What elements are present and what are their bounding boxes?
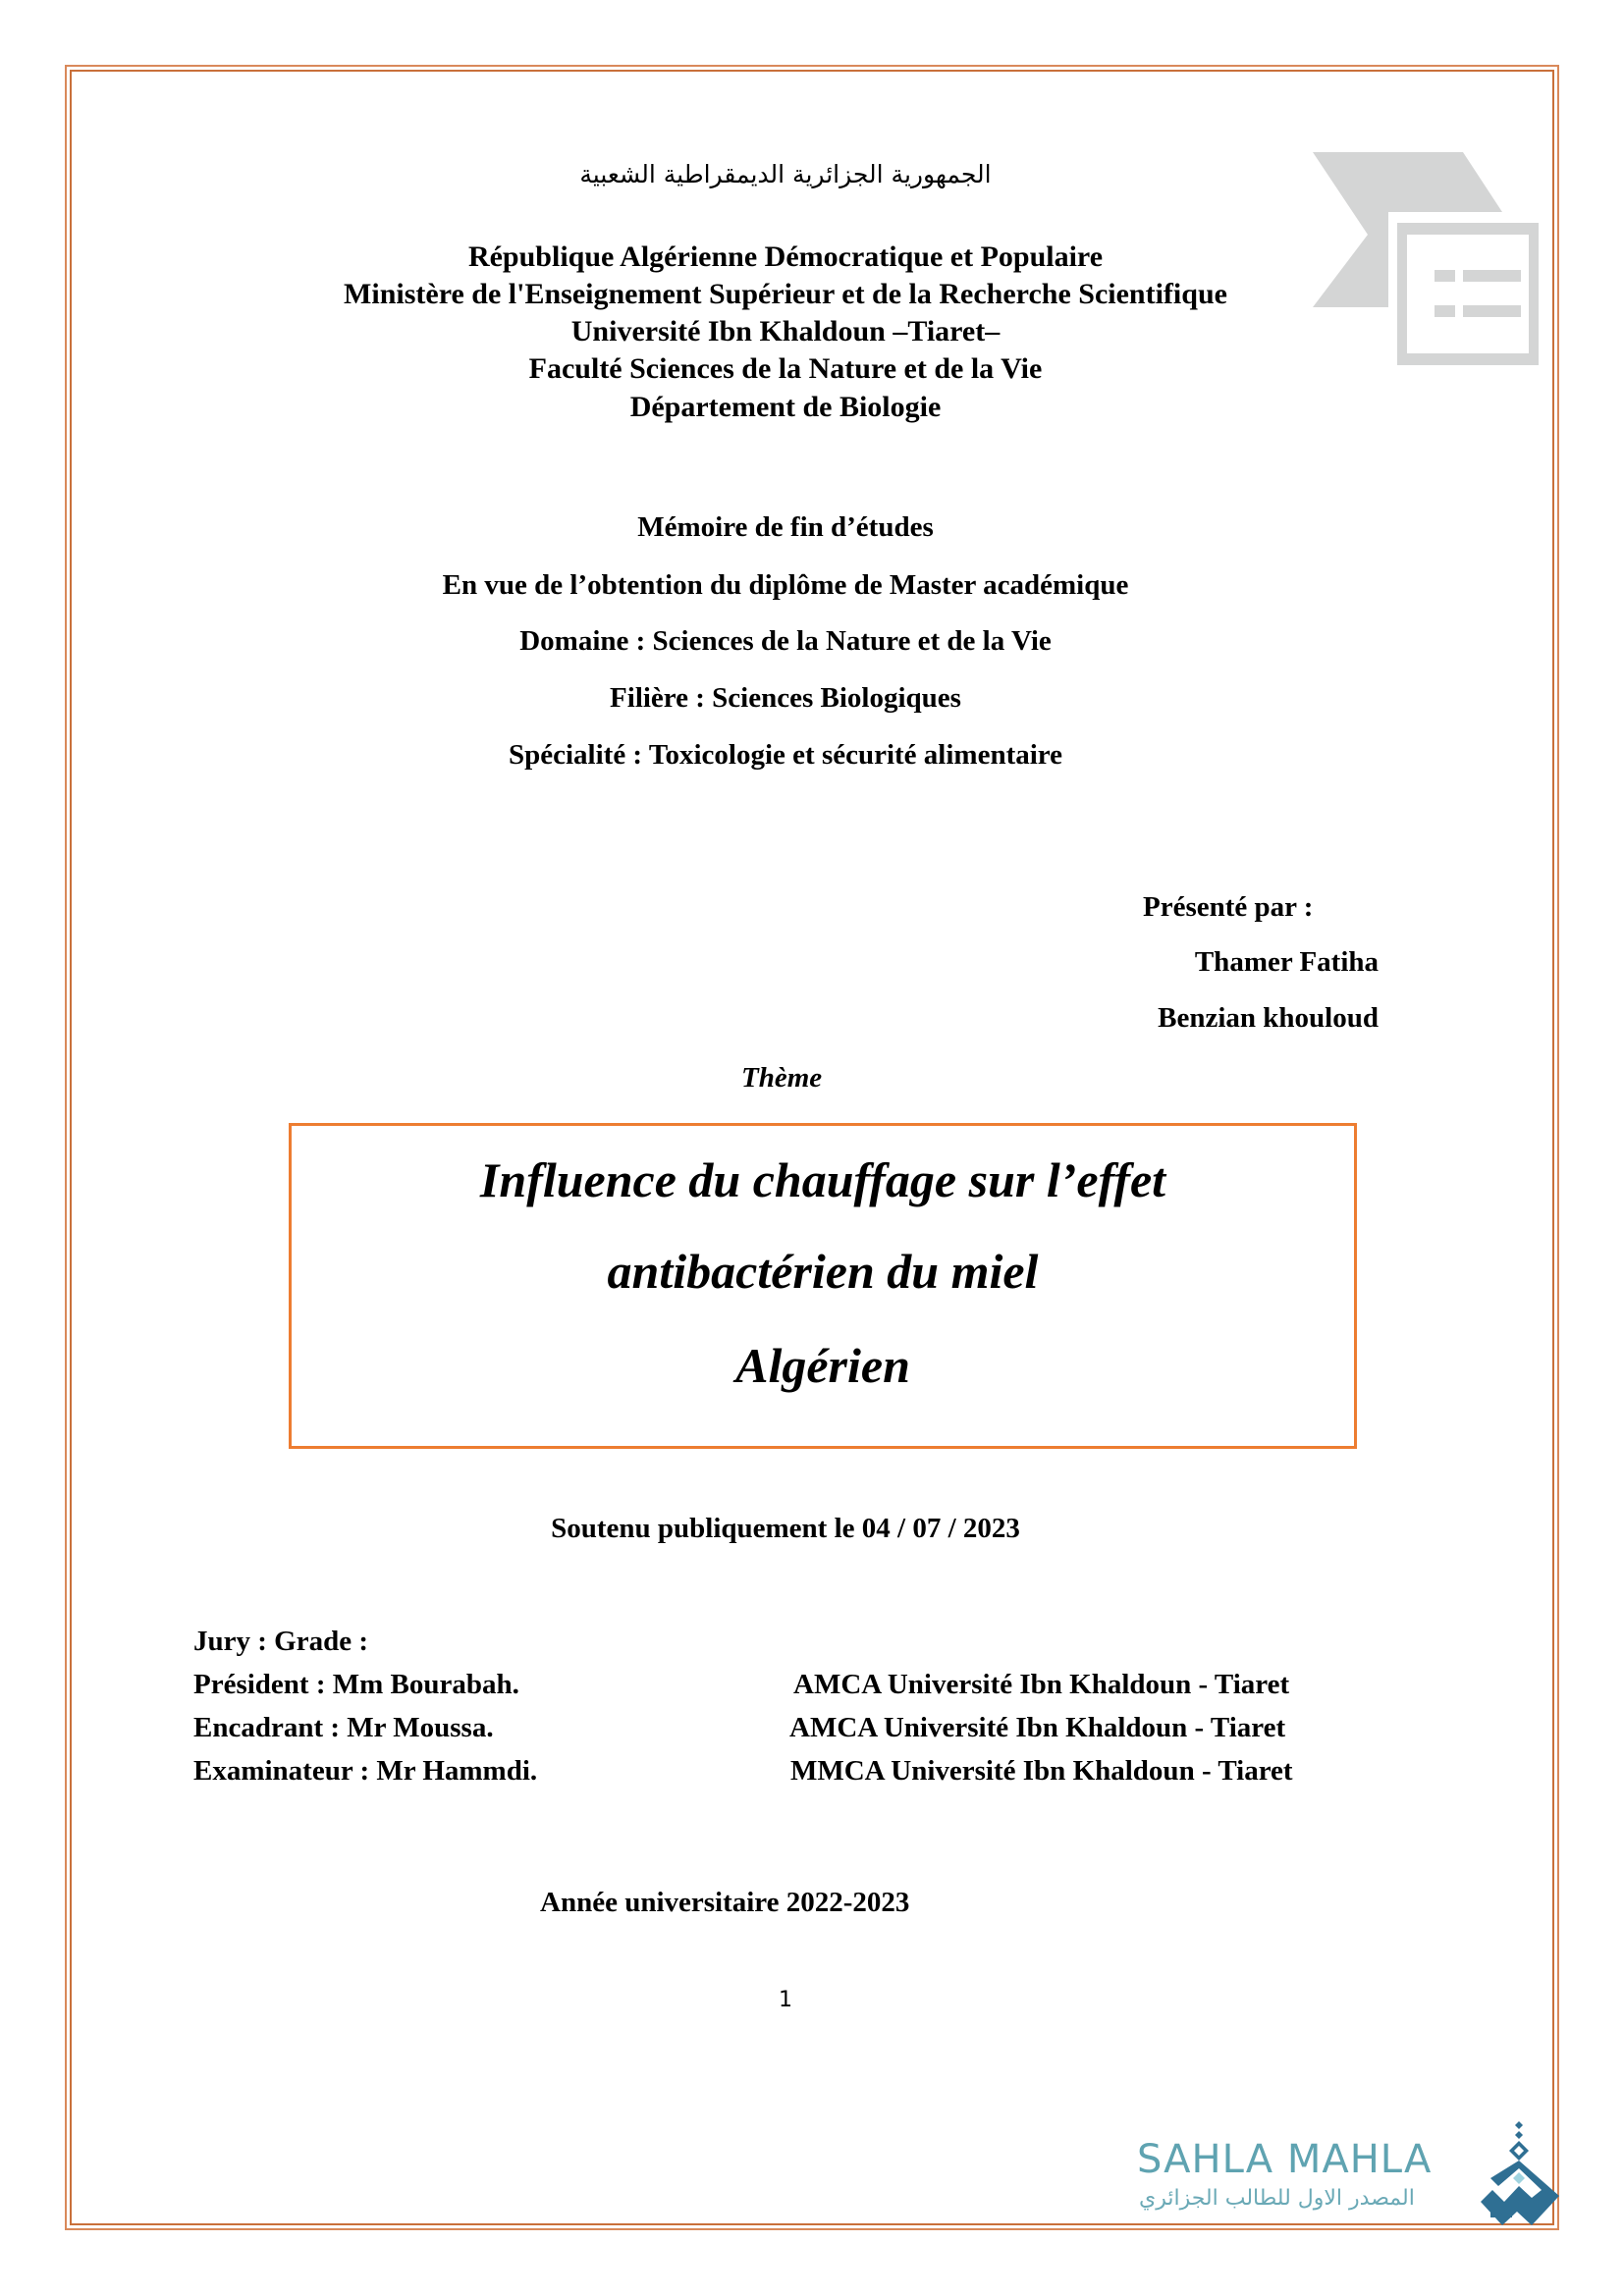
jury-header: Jury : Grade : [193, 1626, 368, 1657]
author-1: Thamer Fatiha [1194, 946, 1379, 978]
theme-label: Thème [741, 1062, 823, 1094]
thesis-title-line-1: Influence du chauffage sur l’effet [479, 1152, 1166, 1207]
jury-examiner: Examinateur : Mr Hammdi. [193, 1755, 538, 1787]
header-university: Université Ibn Khaldoun –Tiaret– [570, 315, 1001, 347]
logo-tagline: المصدر الاول للطالب الجزائري [1139, 2186, 1415, 2211]
thesis-title-line-2: antibactérien du miel [607, 1244, 1039, 1299]
academic-year: Année universitaire 2022-2023 [540, 1887, 910, 1918]
memoire-label: Mémoire de fin d’études [637, 511, 934, 543]
header-department: Département de Biologie [629, 391, 942, 423]
header-republic: République Algérienne Démocratique et Populaire [467, 240, 1104, 273]
header-ministry: Ministère de l'Enseignement Supérieur et de la Recherche Scientifique [344, 278, 1227, 310]
presented-by-label: Présenté par : [1143, 891, 1314, 923]
specialty-line: Spécialité : Toxicologie et sécurité alimentaire [508, 739, 1063, 771]
author-2: Benzian khouloud [1158, 1002, 1379, 1034]
defense-date: Soutenu publiquement le 04 / 07 / 2023 [551, 1513, 1020, 1544]
jury-supervisor-grade: AMCA Université Ibn Khaldoun - Tiaret [789, 1712, 1286, 1743]
jury-president-grade: AMCA Université Ibn Khaldoun - Tiaret [793, 1669, 1290, 1700]
arabic-republic-title: الجمهورية الجزائرية الديمقراطية الشعبية [579, 160, 992, 188]
page-number: 1 [779, 1988, 792, 2012]
domain-line: Domaine : Sciences de la Nature et de la Vie [519, 625, 1052, 657]
header-faculty: Faculté Sciences de la Nature et de la Vie [528, 352, 1043, 385]
sahla-mahla-logo [1129, 2115, 1561, 2228]
thesis-title-box [289, 1123, 1357, 1449]
jury-supervisor: Encadrant : Mr Moussa. [193, 1712, 494, 1743]
thesis-title-line-3: Algérien [735, 1338, 910, 1393]
jury-president: Président : Mm Bourabah. [193, 1669, 519, 1700]
logo-name: SAHLA MAHLA [1137, 2137, 1433, 2182]
jury-examiner-grade: MMCA Université Ibn Khaldoun - Tiaret [790, 1755, 1293, 1787]
diploma-line: En vue de l’obtention du diplôme de Master académique [442, 569, 1129, 601]
filiere-line: Filière : Sciences Biologiques [610, 682, 961, 714]
logo-emblem-icon [1473, 2115, 1561, 2228]
